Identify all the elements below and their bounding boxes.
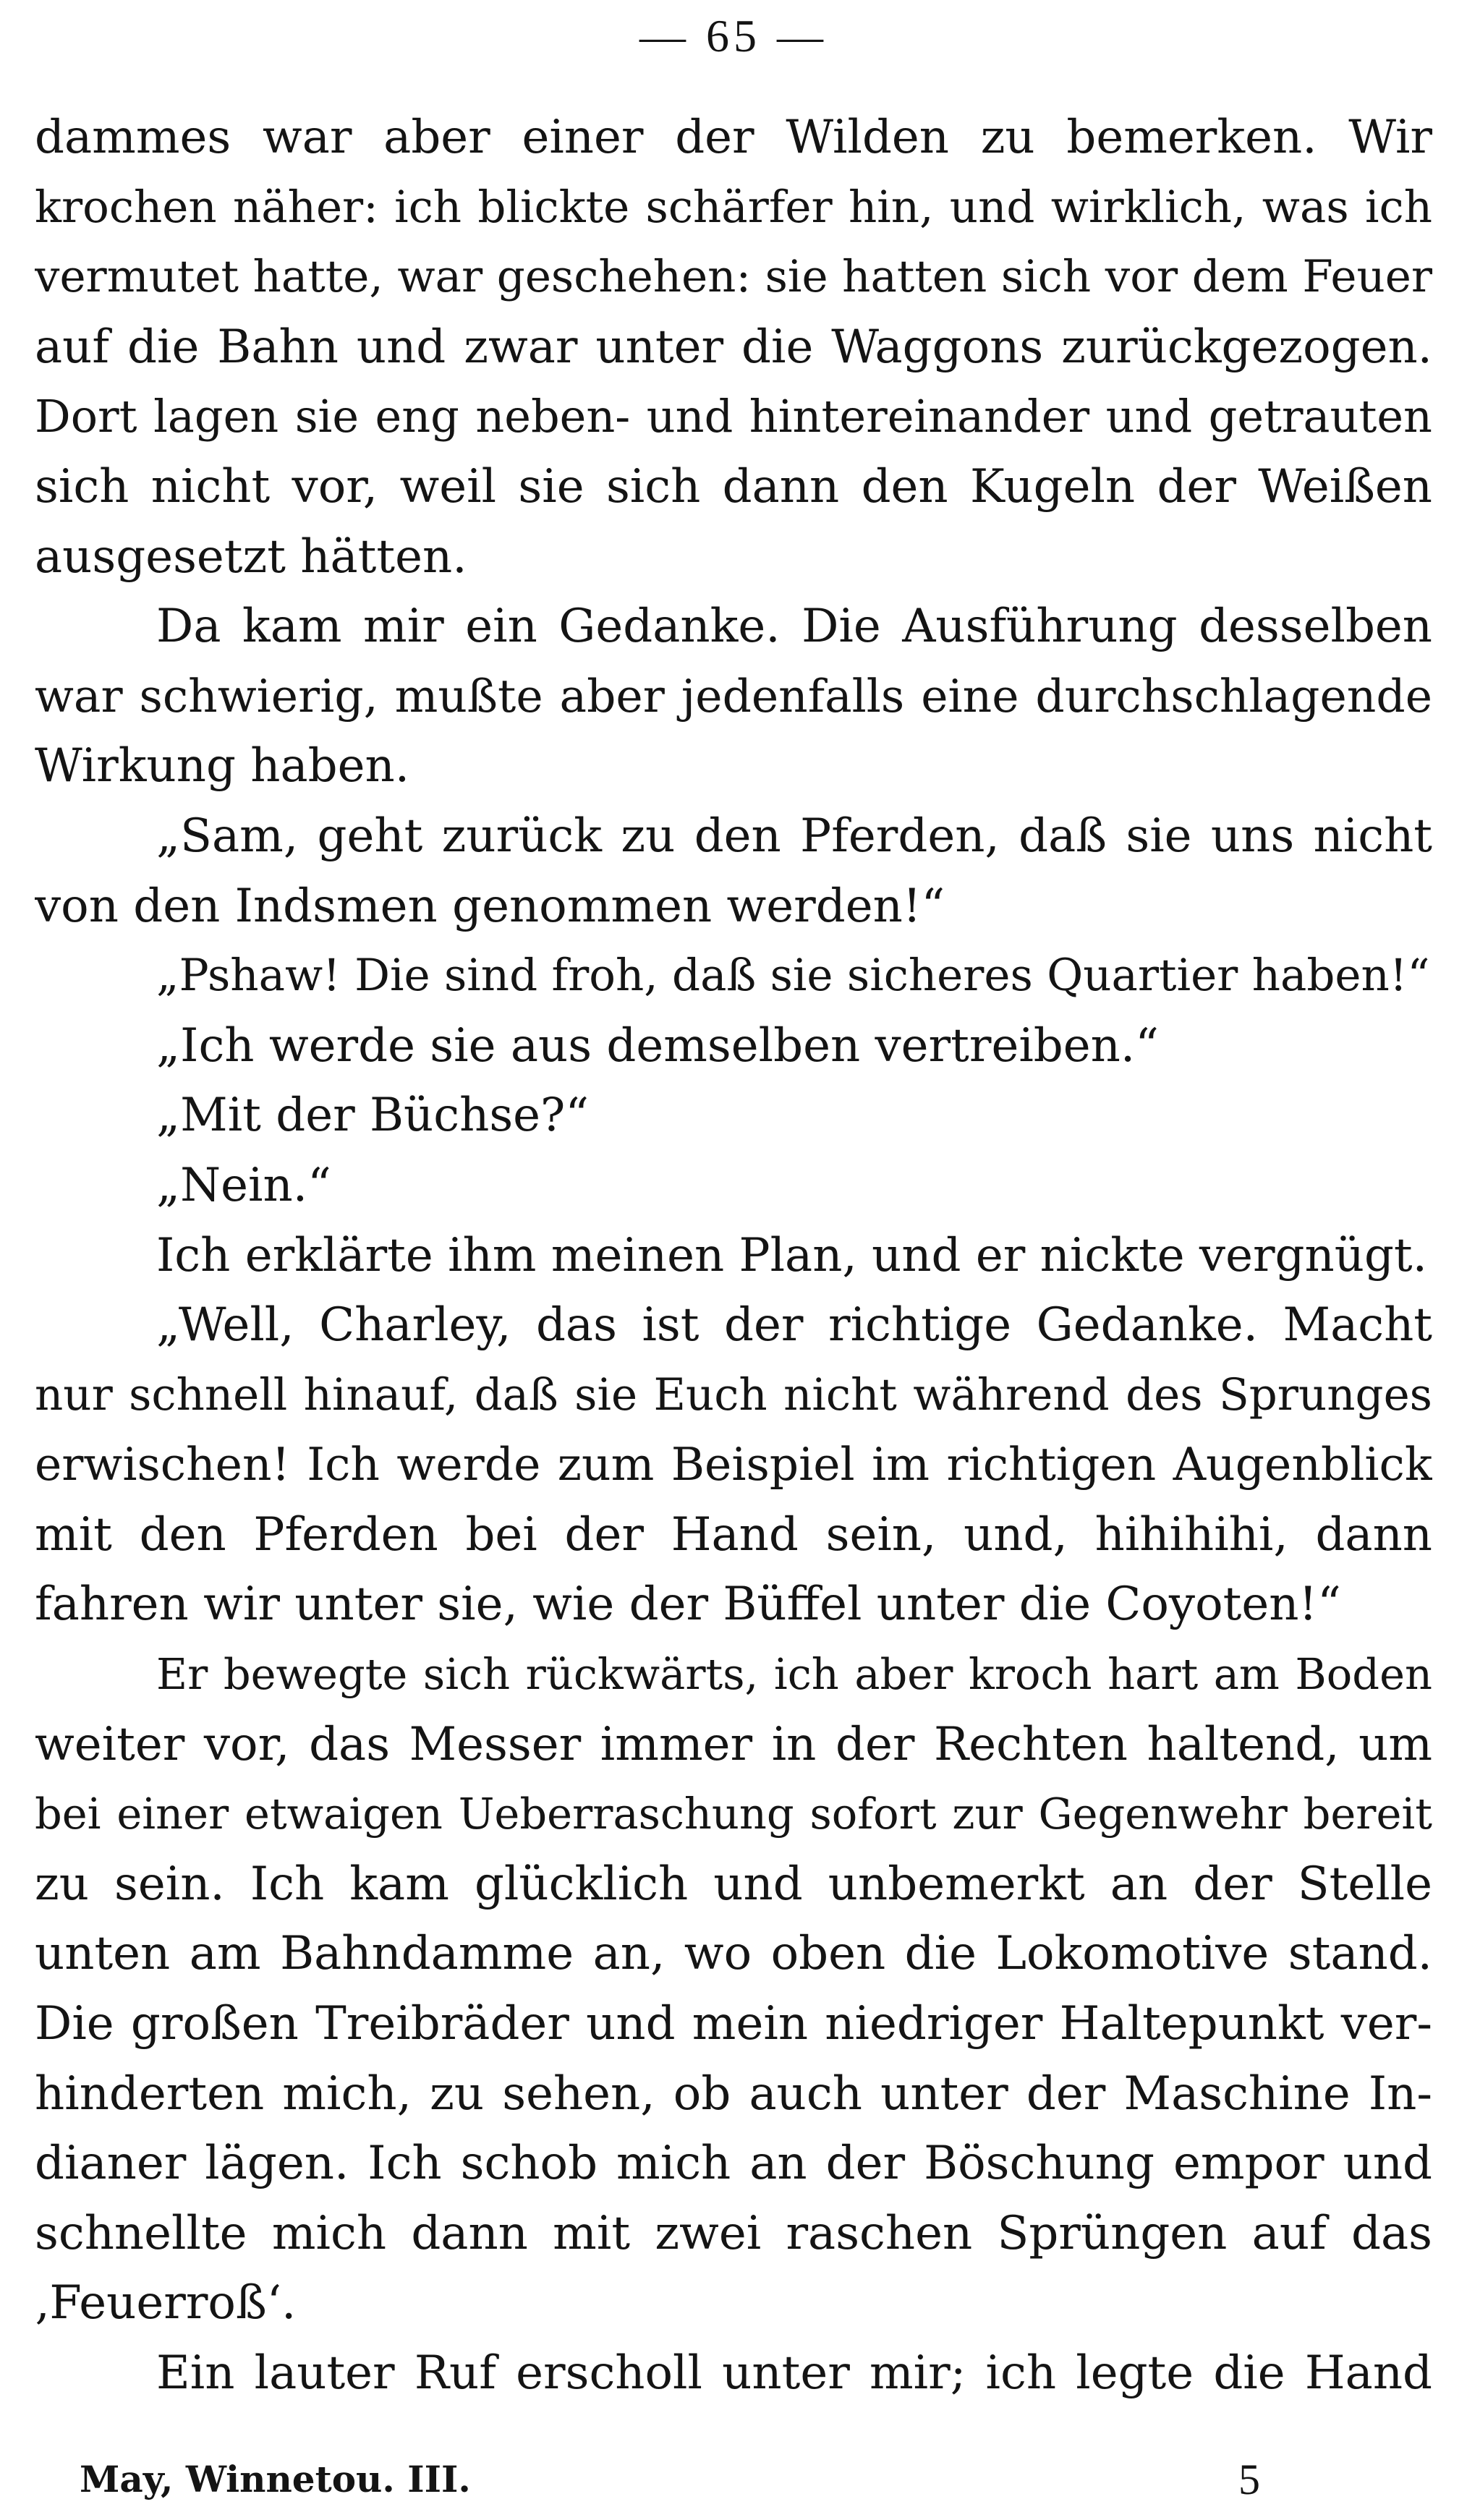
text-line: zu sein. Ich kam glücklich und unbemerkt an der Stelle <box>35 1857 1432 1911</box>
text-line: Ein lauter Ruf erscholl unter mir; ich legte die Hand <box>156 2346 1432 2400</box>
text-line: ausgesetzt hätten. <box>35 529 467 584</box>
body-text <box>35 103 1432 2409</box>
text-line: sich nicht vor, weil sie sich dann den Kugeln der Weißen <box>35 459 1432 514</box>
text-line: war schwierig, mußte aber jedenfalls eine durchschlagende <box>35 669 1432 723</box>
text-line: Da kam mir ein Gedanke. Die Ausführung desselben <box>156 600 1432 654</box>
text-line: krochen näher: ich blickte schärfer hin, und wirklich, was ich <box>35 181 1432 233</box>
text-line: unten am Bahndamme an, wo oben die Lokomotive stand. <box>35 1927 1432 1981</box>
sheet-number: 5 <box>1238 2456 1260 2503</box>
text-line: „Well, Charley, das ist der richtige Gedanke. Macht <box>156 1298 1432 1353</box>
footer-signature: May, Winnetou. III. <box>80 2458 471 2500</box>
text-line: „Ich werde sie aus demselben vertreiben.“ <box>156 1018 1159 1073</box>
text-line: vermutet hatte, war geschehen: sie hatten sich vor dem Feuer <box>35 251 1432 303</box>
page-number: — 65 — <box>639 10 828 61</box>
text-line: dammes war aber einer der Wilden zu bemerken. Wir <box>35 111 1432 164</box>
text-line: ‚Feuerroß‘. <box>35 2276 297 2330</box>
text-line: von den Indsmen genommen werden!“ <box>35 879 945 933</box>
text-line: hinderten mich, zu sehen, ob auch unter der Maschine In- <box>35 2066 1432 2121</box>
text-line: dianer lägen. Ich schob mich an der Böschung empor und <box>35 2137 1432 2191</box>
text-line: Ich erklärte ihm meinen Plan, und er nickte vergnügt. <box>156 1228 1427 1282</box>
text-line: Dort lagen sie eng neben- und hintereinander und getrauten <box>35 390 1432 443</box>
text-line: erwischen! Ich werde zum Beispiel im richtigen Augenblick <box>35 1438 1432 1491</box>
text-line: nur schnell hinauf, daß sie Euch nicht während des Sprunges <box>35 1368 1432 1421</box>
text-line: bei einer etwaigen Ueberraschung sofort zur Gegenwehr bereit <box>35 1789 1432 1839</box>
text-line: „Pshaw! Die sind froh, daß sie sicheres Quartier haben!“ <box>156 950 1430 1002</box>
text-line: Die großen Treibräder und mein niedriger Haltepunkt ver- <box>35 1997 1432 2051</box>
text-line: „Sam, geht zurück zu den Pferden, daß sie uns nicht <box>156 809 1432 863</box>
text-line: „Nein.“ <box>156 1158 331 1212</box>
page-footer <box>0 2451 1467 2508</box>
text-line: Er bewegte sich rückwärts, ich aber kroch hart am Boden <box>156 1649 1432 1700</box>
text-line: weiter vor, das Messer immer in der Rechten haltend, um <box>35 1717 1432 1771</box>
text-line: auf die Bahn und zwar unter die Waggons zurückgezogen. <box>35 320 1432 374</box>
text-line: mit den Pferden bei der Hand sein, und, hihihihi, dann <box>35 1507 1432 1562</box>
text-line: „Mit der Büchse?“ <box>156 1089 590 1143</box>
text-line: Wirkung haben. <box>35 739 410 793</box>
text-line: fahren wir unter sie, wie der Büffel unter die Coyoten!“ <box>35 1578 1341 1632</box>
text-line: schnellte mich dann mit zwei raschen Sprüngen auf das <box>35 2206 1432 2260</box>
